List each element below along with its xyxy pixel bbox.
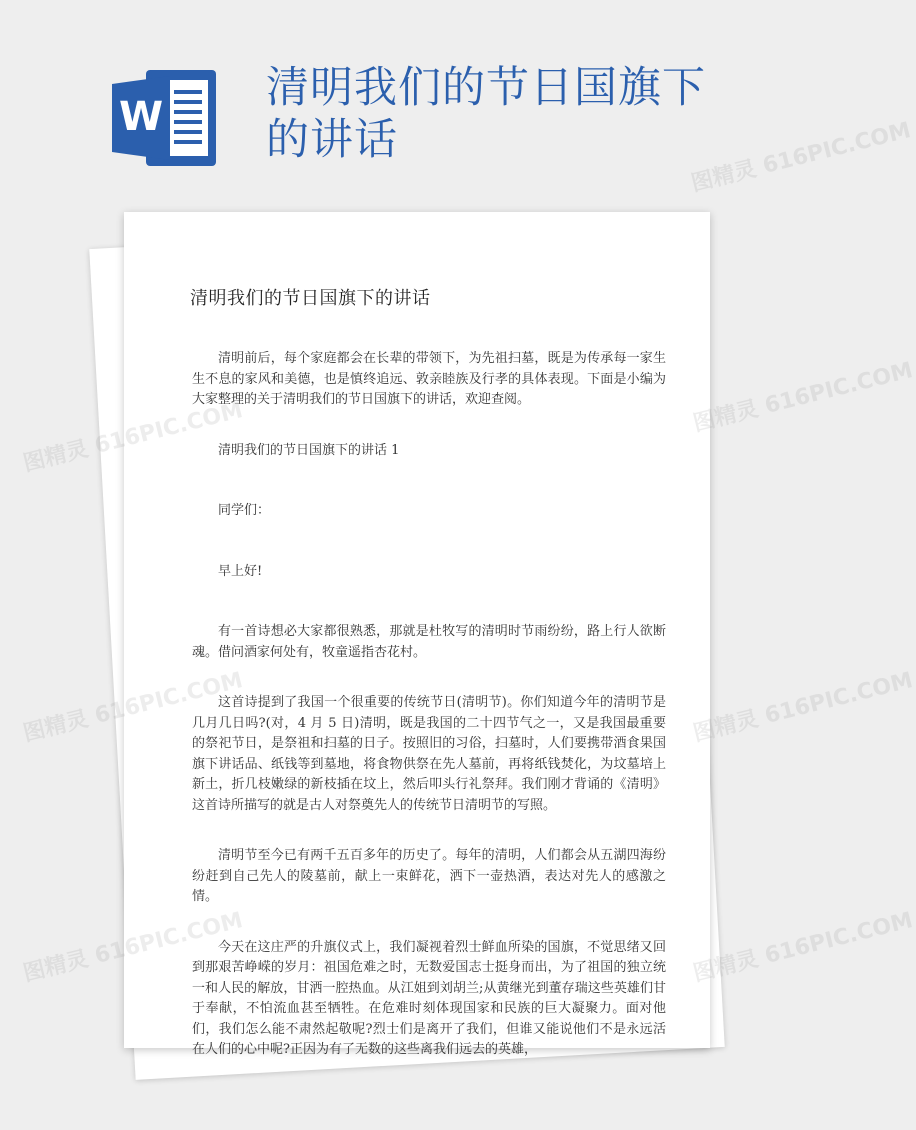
document-body [192,349,666,1091]
paragraph-section-heading: 清明我们的节日国旗下的讲话 1 [218,442,400,458]
watermark: 图精灵 616PIC.COM [690,358,916,437]
watermark: 图精灵 [20,436,91,477]
document-title: 清明我们的节日国旗下的讲话 [190,288,431,309]
paragraph-festival: 这首诗提到了我国一个很重要的传统节日(清明节)。你们知道今年的清明节是几月几日吗?(对，4 月 5 日)清明，既是我国的二十四节气之一，又是我国最重要的祭祀节日，是祭祖和扫墓的日子。按照旧的习俗，扫墓时，人们要携带酒食果国旗下讲话品、纸钱等到墓地，将食物供祭在先人墓前，再将纸钱焚化，为坟墓培上新土，折几枝嫩绿的新枝插在坟上，然后叩头行礼祭拜。我们刚才背诵的《清明》这首诗所描写的就是古人对祭奠先人的传统节日清明节的写照。 [192,695,666,813]
watermark: 图精灵 616PIC.COM [690,908,916,987]
svg-text:W: W [118,94,164,140]
word-document-icon [112,70,216,166]
watermark: 图精灵 [20,706,91,747]
paragraph-ceremony: 今天在这庄严的升旗仪式上，我们凝视着烈士鲜血所染的国旗，不觉思绪又回到那艰苦峥嵘的岁月：祖国危难之时，无数爱国志士挺身而出，为了祖国的独立统一和人民的解放，甘洒一腔热血。从江姐到刘胡兰;从黄继光到董存瑞这些英雄们甘于奉献，不怕流血甚至牺牲。在危难时刻体现国家和民族的巨大凝聚力。面对他们，我们怎么能不肃然起敬呢?烈士们是离开了我们，但谁又能说他们不是永远活在人们的心中呢?正因为有了无数的这些离我们远去的英雄， [192,939,666,1057]
paragraph-poem: 有一首诗想必大家都很熟悉，那就是杜牧写的清明时节雨纷纷，路上行人欲断魂。借问酒家何处有，牧童遥指杏花村。 [192,624,666,660]
paragraph-history: 清明节至今已有两千五百多年的历史了。每年的清明，人们都会从五湖四海纷纷赶到自己先人的陵墓前，献上一束鲜花，洒下一壶热酒，表达对先人的感激之情。 [192,848,666,904]
paragraph-intro: 清明前后，每个家庭都会在长辈的带领下，为先祖扫墓，既是为传承每一家生生不息的家风和美德，也是慎终追远、敦亲睦族及行孝的具体表现。下面是小编为大家整理的关于清明我们的节日国旗下的讲话，欢迎查阅。 [192,351,666,407]
watermark: 图精灵 616PIC.COM [688,118,914,197]
paragraph-salutation: 同学们： [218,503,271,518]
document-page [124,212,710,1057]
paragraph-greeting: 早上好! [218,563,263,579]
header-title: 清明我们的节日国旗下的讲话 [266,63,706,165]
watermark: 图精灵 [20,946,91,987]
watermark: 图精灵 616PIC.COM [690,668,916,747]
